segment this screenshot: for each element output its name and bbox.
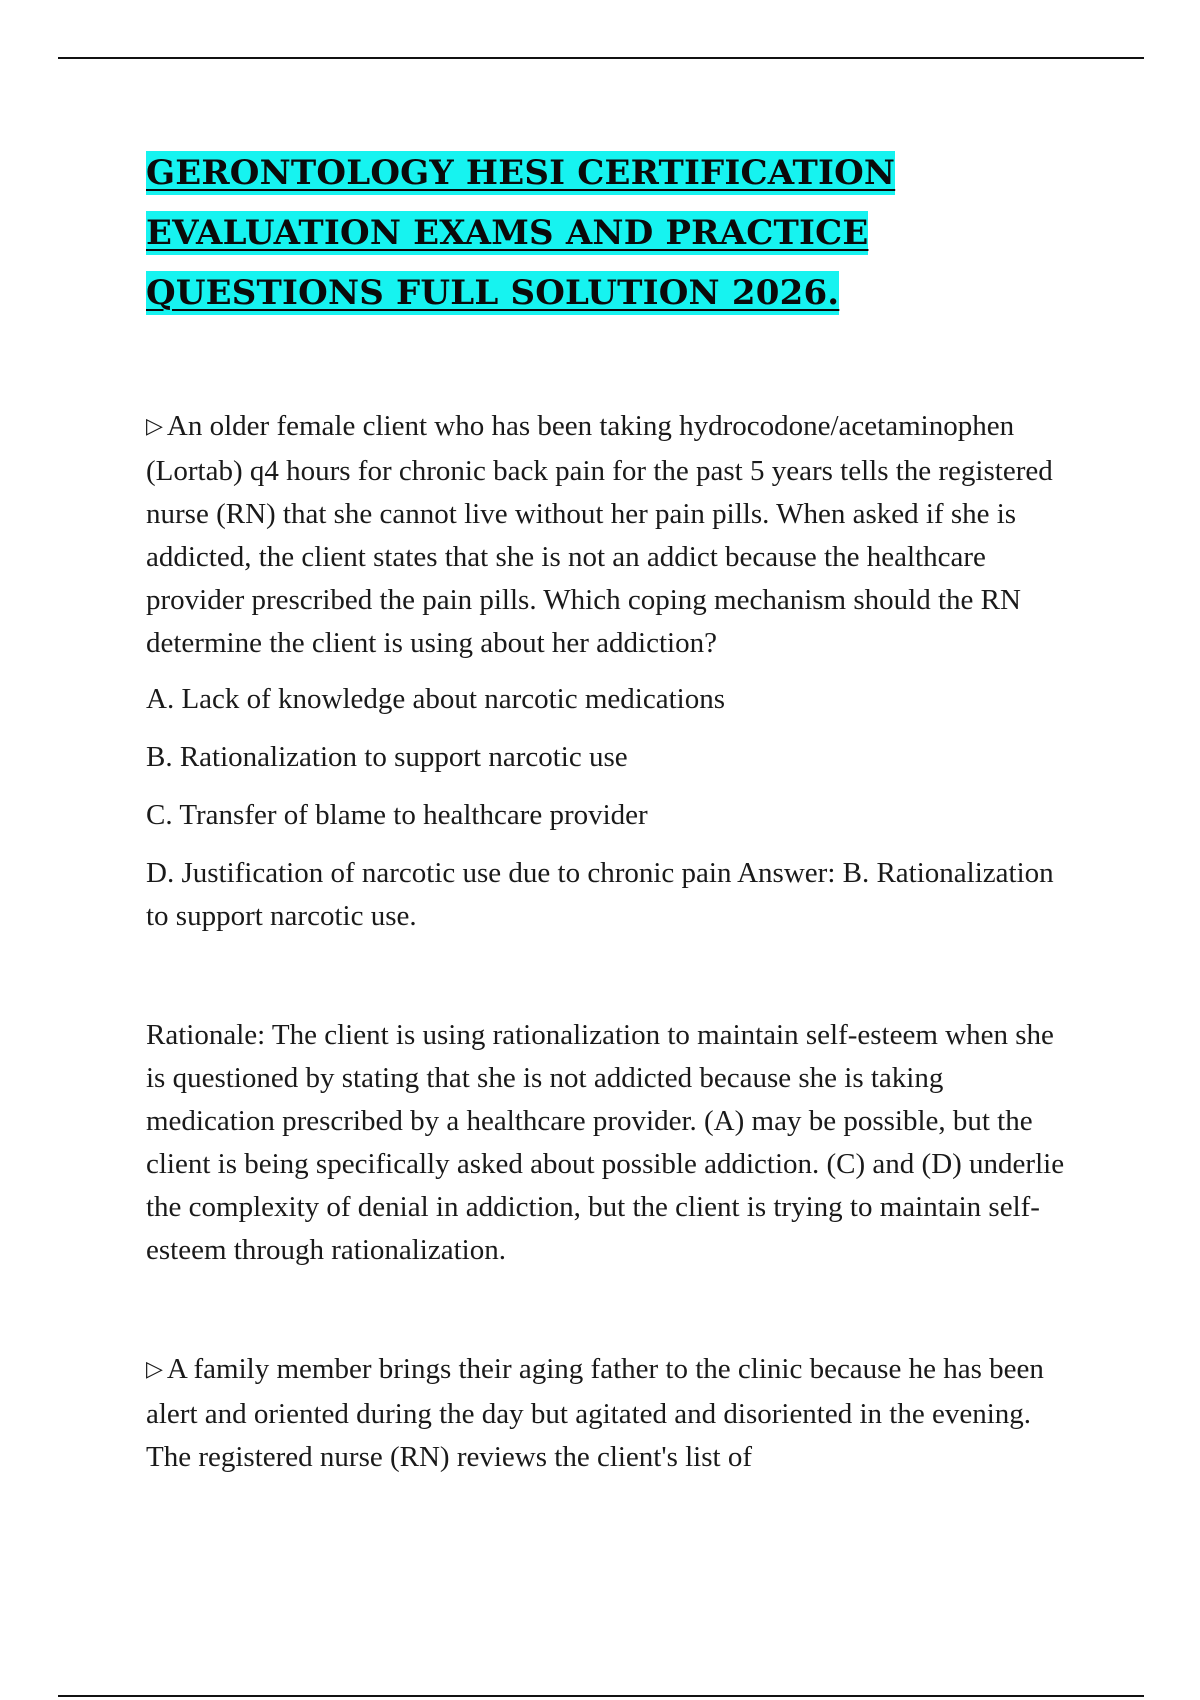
question-1-option-c: C. Transfer of blame to healthcare provider <box>146 799 648 831</box>
question-1-option-b: B. Rationalization to support narcotic use <box>146 741 628 773</box>
question-2-stem: ▷ A family member brings their aging father to the clinic because he has been alert and oriented during the day but agitated and disoriented in the evening. The registered nurse (RN) reviews the client's list of <box>146 1348 1066 1479</box>
question-1-stem: ▷ An older female client who has been taking hydrocodone/acetaminophen (Lortab) q4 hours for chronic back pain for the past 5 years tells the registered nurse (RN) that she cannot live without her pain pills. When asked if she is addicted, the client states that she is not an addict because the healthcare provider prescribed the pain pills. Which coping mechanism should the RN determine the client is using about her addiction? <box>146 405 1066 665</box>
top-rule <box>58 57 1144 59</box>
question-1-option-d: D. Justification of narcotic use due to chronic pain Answer: B. Rationalization to support narcotic use. <box>146 857 1054 932</box>
triangle-marker-icon: ▷ <box>146 414 163 439</box>
question-1-option-a: A. Lack of knowledge about narcotic medications <box>146 683 725 715</box>
triangle-marker-icon: ▷ <box>146 1357 163 1382</box>
bottom-rule <box>58 1695 1144 1697</box>
document-title: GERONTOLOGY HESI CERTIFICATION EVALUATION EXAMS AND PRACTICE QUESTIONS FULL SOLUTION 2026. <box>146 153 896 313</box>
question-1-rationale: Rationale: The client is using rationalization to maintain self-esteem when she is questioned by stating that she is not addicted because she is taking medication prescribed by a healthcare provider. (A) may be possible, but the client is being specifically asked about possible addiction. (C) and (D) underlie the complexity of denial in addiction, but the client is trying to maintain self-esteem through rationalization. <box>146 1019 1065 1266</box>
document-body <box>146 143 1066 1479</box>
